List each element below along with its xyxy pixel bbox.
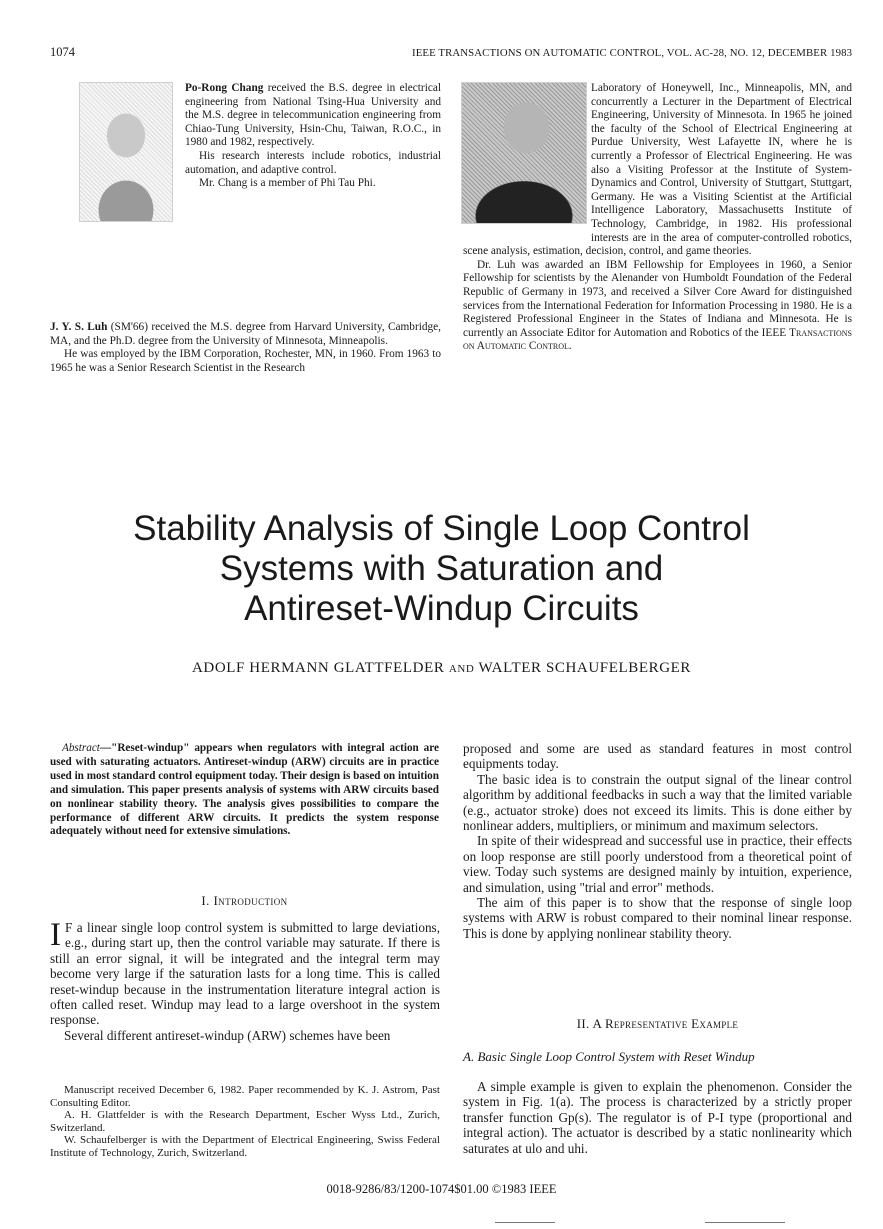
bio-luh-p1: (SM'66) received the M.S. degree from Harvard University, Cambridge, MA, and the Ph.D. degree from the University of Minnesota, Minneapolis. (50, 321, 441, 347)
subsection-a-heading: A. Basic Single Loop Control System with Reset Windup (463, 1049, 755, 1064)
article-title (40, 509, 843, 629)
right-p4: The aim of this paper is to show that the response of single loop systems with ARW is robust compared to their nominal linear response. This is done by applying nonlinear stability theory. (463, 895, 852, 941)
author-photo-chang (79, 82, 173, 222)
section-1-p2: Several different antireset-windup (ARW) schemes have been (64, 1027, 391, 1043)
divider (495, 1222, 555, 1223)
divider (705, 1222, 785, 1223)
bio-luh-left (50, 321, 441, 375)
section-1-body (50, 917, 440, 1043)
title-line-3: Antireset-Windup Circuits (244, 589, 639, 628)
bio-chang (185, 82, 441, 191)
title-line-1: Stability Analysis of Single Loop Control (133, 509, 750, 548)
right-p2: The basic idea is to constrain the output signal of the linear control algorithm by additional feedbacks in such a way that the limited variable (e.g., actuator stroke) does not exceed its limits. This is done either by nonlinear adders, multipliers, or minimum and maximum selectors. (463, 771, 852, 834)
footer-code: 0018-9286/83/1200-1074$01.00 ©1983 IEEE (326, 1182, 557, 1196)
bio-chang-p1: received the B.S. degree in electrical engineering from National Tsing-Hua University and the M.S. degree in telecommunication engineering from Chiao-Tung University, Hsin-Chu, Taiwan, R.O.C., in 1980 and 1982, respectively. (185, 82, 441, 149)
right-p5: A simple example is given to explain the phenomenon. Consider the system in Fig. 1(a). The process is characterized by a strictly proper transfer function Gp(s). The regulator is of P-I type (proportional and integral action). The actuator is described by a static nonlinearity which saturates at ulo and uhi. (463, 1079, 852, 1156)
page-number: 1074 (50, 45, 75, 59)
dropcap: I (50, 917, 61, 953)
bio-luh-c2: Dr. Luh was awarded an IBM Fellowship for Employees in 1960, a Senior Fellowship for scientists by the Alenander von Humboldt Foundation of the Federal Republic of Germany in 1973, and received a Silver Core Award for distinguished services from the International Federation for Information Processing in 1980. He is a Registered Professional Engineer in the States of Indiana and Minnesota. He is currently an Associate Editor for Automation and Robotics of the IEEE (463, 258, 852, 339)
footnote-schaufelberger: W. Schaufelberger is with the Department of Electrical Engineering, Swiss Federal Institute of Technology, Zurich, Switzerland. (50, 1134, 440, 1159)
section-1-heading: I. Introduction (201, 893, 288, 908)
right-column-body (463, 741, 852, 941)
bio-luh-c1: Laboratory of Honeywell, Inc., Minneapolis, MN, and concurrently a Lecturer in the Department of Electrical Engineering, University of Minnesota. In 1965 he joined the faculty of the School of Electrical Engineering at Purdue University, West Lafayette IN, where he is currently a Professor of Electrical Engineering. He was also a Visiting Professor at the Institute of System-Dynamics and Control, University of Stuttgart, Stuttgart, Germany. He was a Visiting Scientist at the Artificial Intelligence Laboratory, Massachusetts Institute of Technology, Cambridge, in 1982. His professional interests are in the area of computer-controlled robotics, scene analysis, estimation, decision, control, and game theories. (463, 82, 852, 258)
right-p1: proposed and some are used as standard features in most control equipments today. (463, 741, 852, 772)
bio-chang-p3: Mr. Chang is a member of Phi Tau Phi. (199, 177, 376, 190)
footnotes (50, 1084, 440, 1160)
bio-chang-name: Po-Rong Chang (185, 82, 264, 94)
abstract-label: Abstract (62, 742, 100, 754)
author-1: ADOLF HERMANN GLATTFELDER (191, 660, 445, 676)
section-2-heading: II. A Representative Example (576, 1016, 739, 1031)
bio-luh-right (463, 82, 852, 354)
footnote-received: Manuscript received December 6, 1982. Paper recommended by K. J. Astrom, Past Consulting Editor. (50, 1084, 440, 1109)
right-p3: In spite of their widespread and successful use in practice, their effects on loop response are still poorly understood from a theoretical point of view. Today such systems are designed mainly by intuition, experience, and simulation, using "trial and error" methods. (463, 833, 852, 895)
right-p5-block (463, 1079, 852, 1156)
section-1-p1: F a linear single loop control system is submitted to large deviations, e.g., during start up, then the control variable may saturate. If there is still an error signal, it will be integrated and the integral term may become very large if the saturation lasts for a long time. This is called reset-windup because in the instrumentation literature integral action is often called reset. Windup may lead to a large overshoot in the system response. (50, 920, 440, 1028)
bio-chang-p2: His research interests include robotics, industrial automation, and adaptive control. (185, 149, 441, 176)
bio-luh-c2-journal: Transactions on Automatic Control. (463, 326, 852, 353)
author-2: WALTER SCHAUFELBERGER (478, 660, 692, 676)
author-and: AND (448, 663, 475, 675)
abstract-text: —"Reset-windup" appears when regulators with integral action are used with saturating actuators. Antireset-windup (ARW) circuits are in practice used in most standard control equipment today. Their design is based on intuition and simulation. This paper presents analysis of systems with ARW circuits based on nonlinear stability theory. The analysis gives possibilities to compare the performance of different ARW circuits. It predicts the system response adequately without need for extensive simulations. (50, 742, 439, 838)
running-head: IEEE TRANSACTIONS ON AUTOMATIC CONTROL, VOL. AC-28, NO. 12, DECEMBER 1983 (412, 47, 853, 59)
title-line-2: Systems with Saturation and (219, 549, 664, 588)
abstract (50, 742, 439, 839)
bio-luh-name: J. Y. S. Luh (50, 321, 108, 333)
bio-luh-p2: He was employed by the IBM Corporation, Rochester, MN, in 1960. From 1963 to 1965 he was a Senior Research Scientist in the Research (50, 348, 441, 374)
authors (40, 660, 843, 677)
footnote-glattfelder: A. H. Glattfelder is with the Research Department, Escher Wyss Ltd., Zurich, Switzerland. (50, 1109, 440, 1134)
